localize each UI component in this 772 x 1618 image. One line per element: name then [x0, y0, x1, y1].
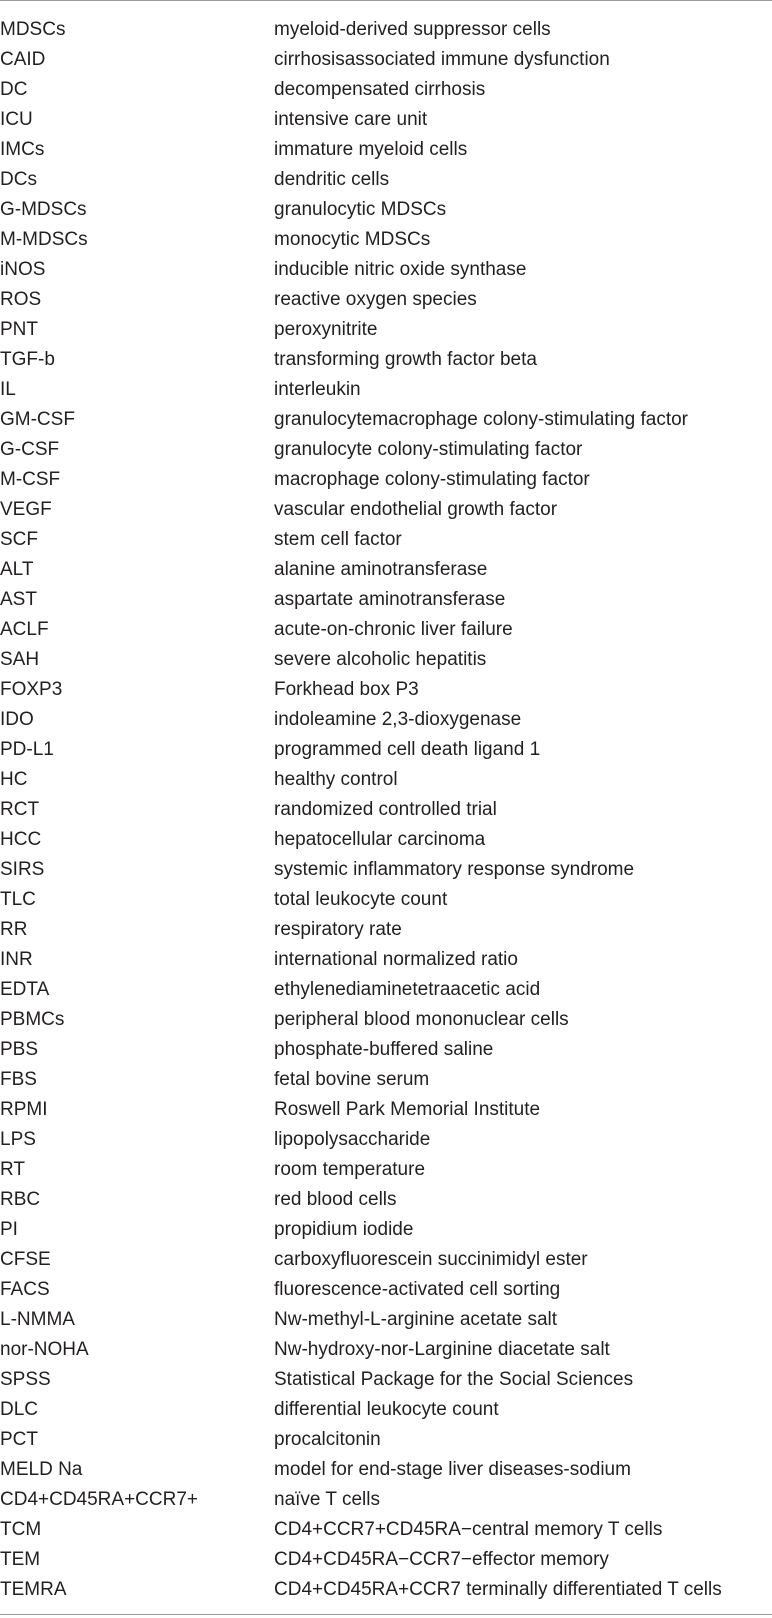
- table-row: [0, 645, 772, 675]
- table-row: [0, 15, 772, 45]
- definition-cell: CD4+CD45RA−CCR7−effector memory: [274, 1549, 609, 1570]
- table-row: [0, 105, 772, 135]
- abbreviation-cell: HC: [0, 769, 28, 790]
- abbreviation-cell: CD4+CD45RA+CCR7+: [0, 1489, 198, 1510]
- table-row: [0, 315, 772, 345]
- abbreviation-cell: VEGF: [0, 499, 52, 520]
- definition-cell: acute-on-chronic liver failure: [274, 619, 513, 640]
- definition-cell: randomized controlled trial: [274, 799, 497, 820]
- definition-cell: Statistical Package for the Social Sciences: [274, 1369, 634, 1390]
- definition-cell: peripheral blood mononuclear cells: [274, 1009, 569, 1030]
- abbreviation-cell: RR: [0, 919, 28, 940]
- abbreviation-cell: CFSE: [0, 1249, 51, 1270]
- definition-cell: phosphate-buffered saline: [274, 1039, 494, 1060]
- abbreviation-cell: RPMI: [0, 1099, 48, 1120]
- definition-cell: red blood cells: [274, 1189, 397, 1210]
- table-row: [0, 825, 772, 855]
- abbreviation-cell: MELD Na: [0, 1459, 83, 1480]
- table-row: [0, 585, 772, 615]
- table-row: [0, 1515, 772, 1545]
- table-row: [0, 1395, 772, 1425]
- table-row: [0, 495, 772, 525]
- table-row: [0, 1425, 772, 1455]
- table-row: [0, 945, 772, 975]
- definition-cell: respiratory rate: [274, 919, 402, 940]
- table-row: [0, 1095, 772, 1125]
- abbreviation-cell: TGF-b: [0, 349, 55, 370]
- definition-cell: inducible nitric oxide synthase: [274, 259, 527, 280]
- abbreviation-cell: INR: [0, 949, 33, 970]
- definition-cell: cirrhosisassociated immune dysfunction: [274, 49, 610, 70]
- abbreviation-cell: FOXP3: [0, 679, 63, 700]
- table-row: [0, 1485, 772, 1515]
- table-row: [0, 1275, 772, 1305]
- abbreviation-cell: CAID: [0, 49, 46, 70]
- table-row: [0, 1545, 772, 1575]
- table-row: [0, 1215, 772, 1245]
- definition-cell: ethylenediaminetetraacetic acid: [274, 979, 541, 1000]
- table-row: [0, 1125, 772, 1155]
- definition-cell: differential leukocyte count: [274, 1399, 499, 1420]
- table-row: [0, 1575, 772, 1605]
- abbreviation-cell: M-MDSCs: [0, 229, 88, 250]
- abbreviation-cell: DCs: [0, 169, 37, 190]
- table-row: [0, 465, 772, 495]
- abbreviation-cell: FBS: [0, 1069, 37, 1090]
- table-row: [0, 135, 772, 165]
- table-row: [0, 1035, 772, 1065]
- definition-cell: international normalized ratio: [274, 949, 518, 970]
- table-row: [0, 855, 772, 885]
- abbreviation-cell: DLC: [0, 1399, 39, 1420]
- abbreviation-cell: RCT: [0, 799, 40, 820]
- abbreviation-cell: RBC: [0, 1189, 41, 1210]
- abbreviation-cell: FACS: [0, 1279, 50, 1300]
- definition-cell: naïve T cells: [274, 1489, 380, 1510]
- definition-cell: peroxynitrite: [274, 319, 378, 340]
- table-row: [0, 525, 772, 555]
- definition-cell: Roswell Park Memorial Institute: [274, 1099, 541, 1120]
- abbreviation-cell: TLC: [0, 889, 36, 910]
- table-row: [0, 165, 772, 195]
- abbreviation-cell: DC: [0, 79, 28, 100]
- definition-cell: procalcitonin: [274, 1429, 381, 1450]
- abbreviation-cell: TEMRA: [0, 1579, 67, 1600]
- table-row: [0, 1245, 772, 1275]
- abbreviation-cell: PD-L1: [0, 739, 54, 760]
- table-row: [0, 375, 772, 405]
- table-row: [0, 915, 772, 945]
- table-row: [0, 885, 772, 915]
- definition-cell: stem cell factor: [274, 529, 402, 550]
- abbreviation-cell: TCM: [0, 1519, 42, 1540]
- definition-cell: Nw-hydroxy-nor-Larginine diacetate salt: [274, 1339, 610, 1360]
- table-row: [0, 345, 772, 375]
- abbreviation-cell: PNT: [0, 319, 38, 340]
- definition-cell: severe alcoholic hepatitis: [274, 649, 487, 670]
- abbreviation-cell: PBS: [0, 1039, 39, 1060]
- definition-cell: granulocytemacrophage colony-stimulating factor: [274, 409, 688, 430]
- abbreviation-cell: SCF: [0, 529, 38, 550]
- abbreviation-cell: PBMCs: [0, 1009, 65, 1030]
- table-row: [0, 405, 772, 435]
- abbreviation-cell: G-MDSCs: [0, 199, 87, 220]
- table-row: [0, 975, 772, 1005]
- definition-cell: total leukocyte count: [274, 889, 448, 910]
- definition-cell: fetal bovine serum: [274, 1069, 430, 1090]
- definition-cell: myeloid-derived suppressor cells: [274, 19, 551, 40]
- abbreviation-cell: RT: [0, 1159, 25, 1180]
- definition-cell: carboxyfluorescein succinimidyl ester: [274, 1249, 588, 1270]
- definition-cell: indoleamine 2,3-dioxygenase: [274, 709, 522, 730]
- definition-cell: vascular endothelial growth factor: [274, 499, 558, 520]
- table-row: [0, 1005, 772, 1035]
- abbreviation-cell: MDSCs: [0, 19, 66, 40]
- definition-cell: interleukin: [274, 379, 361, 400]
- abbreviation-cell: iNOS: [0, 259, 46, 280]
- abbreviation-cell: SAH: [0, 649, 40, 670]
- definition-cell: Nw-methyl-L-arginine acetate salt: [274, 1309, 558, 1330]
- definition-cell: CD4+CCR7+CD45RA−central memory T cells: [274, 1519, 663, 1540]
- abbreviation-cell: nor-NOHA: [0, 1339, 89, 1360]
- abbreviation-cell: IMCs: [0, 139, 45, 160]
- abbreviation-cell: HCC: [0, 829, 42, 850]
- definition-cell: model for end-stage liver diseases-sodium: [274, 1459, 631, 1480]
- table-row: [0, 255, 772, 285]
- definition-cell: CD4+CD45RA+CCR7 terminally differentiated T cells: [274, 1579, 722, 1600]
- table-row: [0, 1155, 772, 1185]
- table-row: [0, 285, 772, 315]
- table-row: [0, 435, 772, 465]
- definition-cell: transforming growth factor beta: [274, 349, 537, 370]
- definition-cell: decompensated cirrhosis: [274, 79, 486, 100]
- abbreviation-cell: G-CSF: [0, 439, 60, 460]
- abbreviation-cell: EDTA: [0, 979, 50, 1000]
- definition-cell: room temperature: [274, 1159, 426, 1180]
- table-row: [0, 765, 772, 795]
- abbreviation-cell: IL: [0, 379, 16, 400]
- table-row: [0, 615, 772, 645]
- table-row: [0, 705, 772, 735]
- abbreviation-cell: IDO: [0, 709, 34, 730]
- definition-cell: fluorescence-activated cell sorting: [274, 1279, 561, 1300]
- abbreviation-cell: ICU: [0, 109, 33, 130]
- definition-cell: intensive care unit: [274, 109, 428, 130]
- definition-cell: monocytic MDSCs: [274, 229, 431, 250]
- definition-cell: programmed cell death ligand 1: [274, 739, 541, 760]
- table-row: [0, 555, 772, 585]
- abbreviation-cell: AST: [0, 589, 37, 610]
- table-row: [0, 795, 772, 825]
- definition-cell: healthy control: [274, 769, 398, 790]
- abbreviation-cell: ROS: [0, 289, 42, 310]
- abbreviation-cell: PI: [0, 1219, 18, 1240]
- table-row: [0, 735, 772, 765]
- abbreviation-cell: TEM: [0, 1549, 41, 1570]
- abbreviation-cell: SIRS: [0, 859, 45, 880]
- definition-cell: hepatocellular carcinoma: [274, 829, 486, 850]
- abbreviation-cell: LPS: [0, 1129, 36, 1150]
- table-row: [0, 675, 772, 705]
- definition-cell: granulocyte colony-stimulating factor: [274, 439, 583, 460]
- table-bottom-rule: [0, 1614, 772, 1615]
- definition-cell: alanine aminotransferase: [274, 559, 488, 580]
- abbreviation-cell: ALT: [0, 559, 34, 580]
- definition-cell: aspartate aminotransferase: [274, 589, 506, 610]
- definition-cell: systemic inflammatory response syndrome: [274, 859, 635, 880]
- definition-cell: lipopolysaccharide: [274, 1129, 431, 1150]
- table-row: [0, 1305, 772, 1335]
- definition-cell: dendritic cells: [274, 169, 390, 190]
- table-row: [0, 1065, 772, 1095]
- table-row: [0, 1455, 772, 1485]
- abbreviation-cell: PCT: [0, 1429, 38, 1450]
- definition-cell: immature myeloid cells: [274, 139, 468, 160]
- definition-cell: macrophage colony-stimulating factor: [274, 469, 590, 490]
- table-row: [0, 1335, 772, 1365]
- definition-cell: Forkhead box P3: [274, 679, 419, 700]
- table-row: [0, 195, 772, 225]
- table-row: [0, 75, 772, 105]
- table-row: [0, 225, 772, 255]
- table-row: [0, 1365, 772, 1395]
- abbreviation-cell: SPSS: [0, 1369, 51, 1390]
- abbreviation-cell: M-CSF: [0, 469, 61, 490]
- table-row: [0, 1185, 772, 1215]
- abbreviation-cell: L-NMMA: [0, 1309, 75, 1330]
- abbreviation-cell: GM-CSF: [0, 409, 75, 430]
- table-row: [0, 45, 772, 75]
- table-top-spacer: [0, 0, 772, 15]
- definition-cell: granulocytic MDSCs: [274, 199, 447, 220]
- abbreviation-cell: ACLF: [0, 619, 49, 640]
- definition-cell: propidium iodide: [274, 1219, 414, 1240]
- definition-cell: reactive oxygen species: [274, 289, 477, 310]
